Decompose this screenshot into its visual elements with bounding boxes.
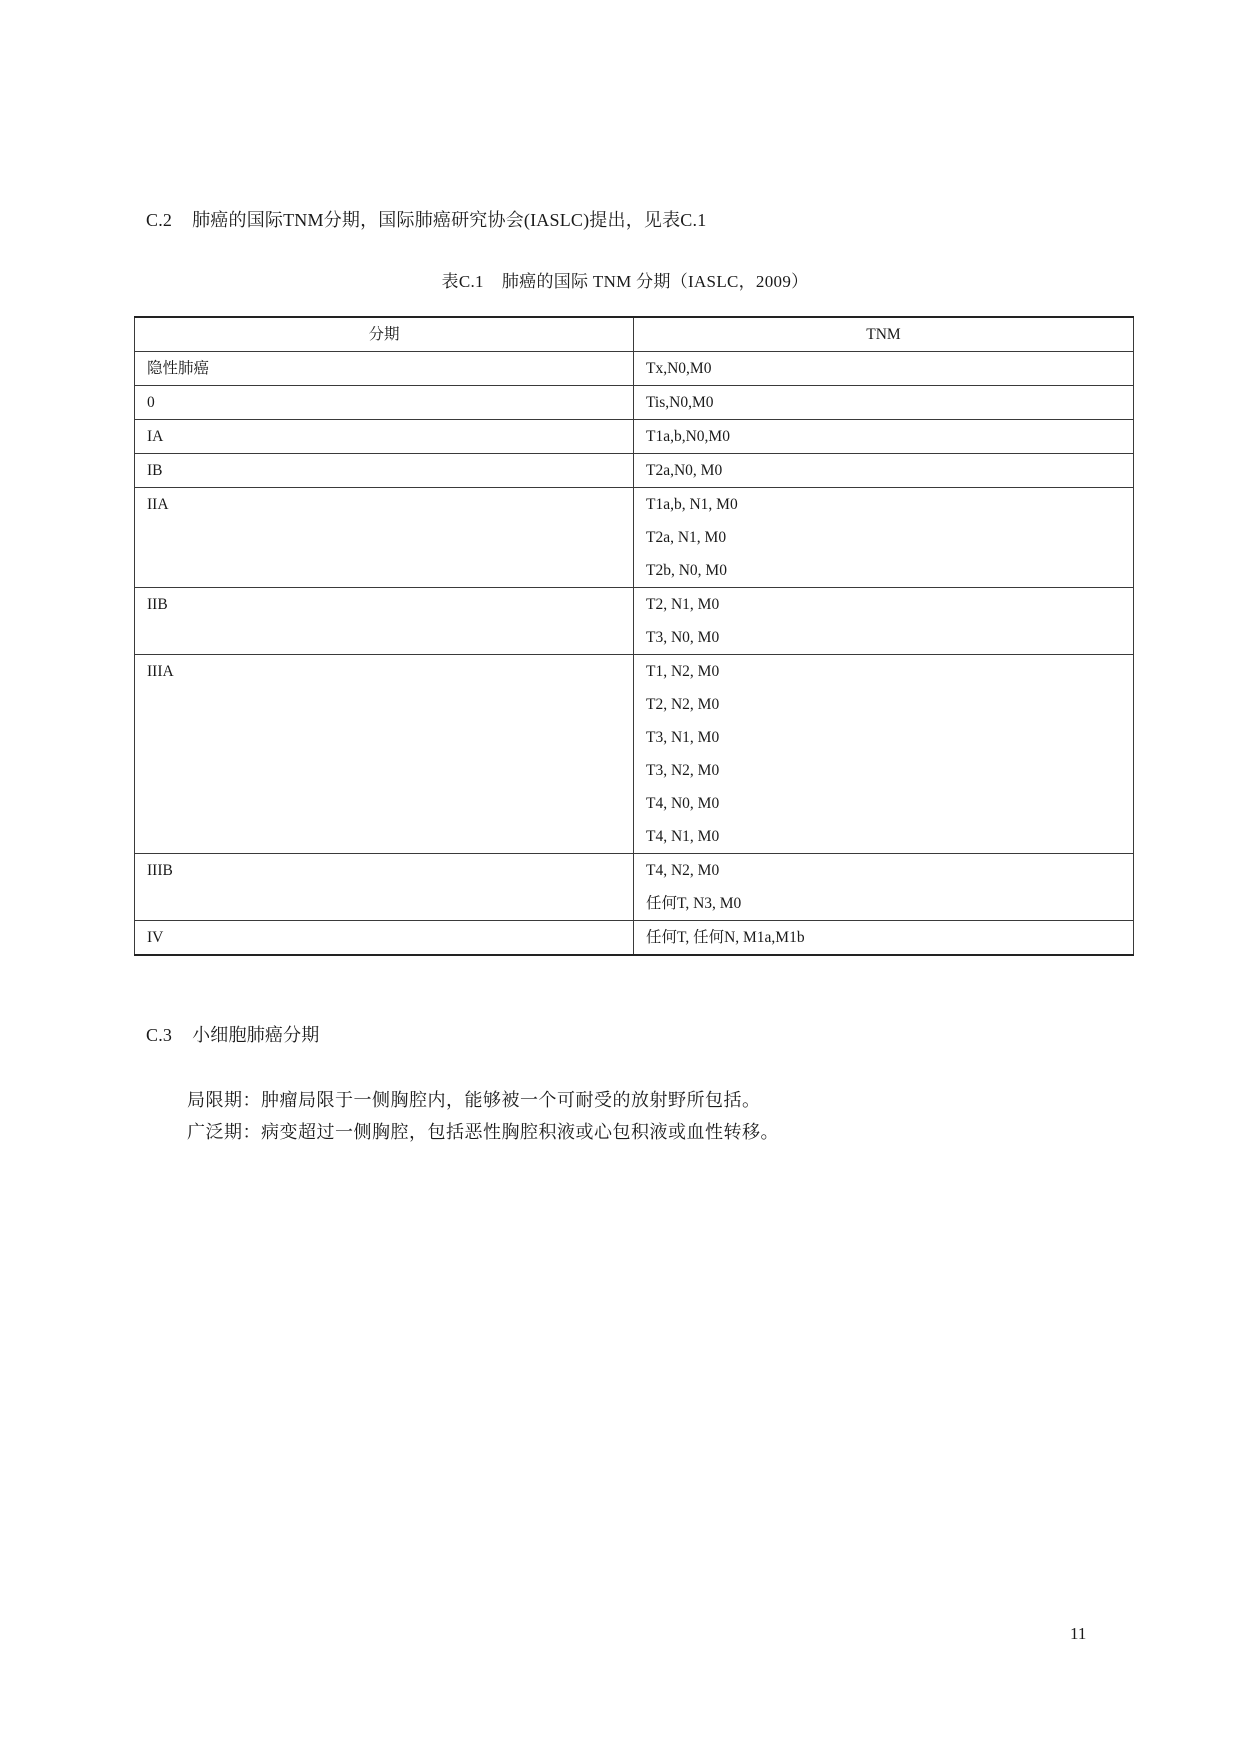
section-number: C.2 [146, 210, 173, 230]
stage-cell: IIIB [135, 854, 634, 921]
paragraph-limited-stage: 局限期：肿瘤局限于一侧胸腔内，能够被一个可耐受的放射野所包括。 [187, 1090, 761, 1110]
tnm-value: Tx,N0,M0 [646, 360, 712, 377]
tnm-cell [634, 921, 1134, 956]
tnm-cell [634, 454, 1134, 488]
tnm-value: T1a,b, N1, M0 [646, 496, 738, 513]
tnm-staging-table [134, 316, 1134, 956]
tnm-value: T2, N1, M0 [646, 596, 720, 613]
table-caption [0, 267, 1250, 292]
tnm-value: T3, N0, M0 [646, 629, 720, 646]
table-row [135, 386, 1134, 420]
tnm-value: T2b, N0, M0 [646, 562, 727, 579]
tnm-value: 任何T, N3, M0 [646, 895, 742, 912]
table-row [135, 454, 1134, 488]
tnm-value: T3, N1, M0 [646, 729, 720, 746]
stage-cell: 0 [135, 386, 634, 420]
tnm-cell [634, 588, 1134, 655]
stage-cell: IV [135, 921, 634, 956]
stage-cell: IIIA [135, 655, 634, 854]
tnm-cell [634, 488, 1134, 588]
section-number: C.3 [146, 1025, 173, 1045]
table-header-row [135, 317, 1134, 352]
tnm-value: T2, N2, M0 [646, 696, 720, 713]
tnm-value: T1, N2, M0 [646, 663, 720, 680]
tnm-cell [634, 386, 1134, 420]
header-stage: 分期 [135, 317, 634, 352]
table-row [135, 588, 1134, 655]
tnm-value: T2a,N0, M0 [646, 462, 723, 479]
tnm-value: T4, N0, M0 [646, 795, 720, 812]
stage-cell: IIB [135, 588, 634, 655]
table-row [135, 655, 1134, 854]
tnm-value: T1a,b,N0,M0 [646, 428, 730, 445]
tnm-value: 任何T, 任何N, M1a,M1b [646, 929, 805, 946]
tnm-cell [634, 352, 1134, 386]
tnm-value: T4, N1, M0 [646, 828, 720, 845]
table-row [135, 854, 1134, 921]
paragraph-extensive-stage: 广泛期：病变超过一侧胸腔，包括恶性胸腔积液或心包积液或血性转移。 [187, 1122, 779, 1142]
tnm-value: T2a, N1, M0 [646, 529, 727, 546]
stage-cell: IA [135, 420, 634, 454]
tnm-value: T4, N2, M0 [646, 862, 720, 879]
section-heading-c2 [146, 206, 706, 232]
section-heading-c3 [146, 1021, 320, 1047]
stage-cell: 隐性肺癌 [135, 352, 634, 386]
tnm-cell [634, 420, 1134, 454]
tnm-value: Tis,N0,M0 [646, 394, 714, 411]
section-title: 肺癌的国际TNM分期，国际肺癌研究协会(IASLC)提出，见表C.1 [192, 210, 707, 230]
table-body [135, 352, 1134, 956]
stage-cell: IB [135, 454, 634, 488]
tnm-value: T3, N2, M0 [646, 762, 720, 779]
header-tnm: TNM [634, 317, 1134, 352]
page-number: 11 [1070, 1624, 1087, 1643]
stage-cell: IIA [135, 488, 634, 588]
tnm-cell [634, 655, 1134, 854]
table-row [135, 352, 1134, 386]
table-caption-title: 肺癌的国际 TNM 分期（IASLC，2009） [501, 272, 809, 291]
tnm-cell [634, 854, 1134, 921]
table-row [135, 488, 1134, 588]
table-row [135, 921, 1134, 956]
table-caption-number: 表C.1 [441, 272, 484, 291]
table-row [135, 420, 1134, 454]
section-title: 小细胞肺癌分期 [192, 1025, 320, 1045]
